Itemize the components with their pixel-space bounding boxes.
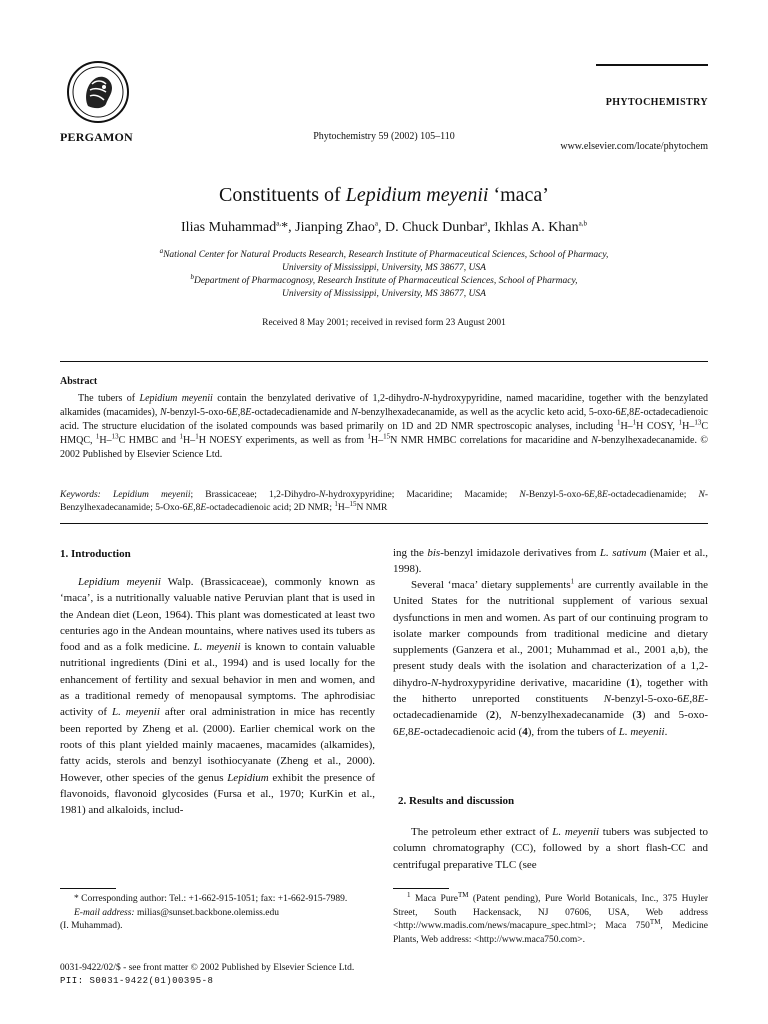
footnote-1: $^1$ Maca Pure™ (Patent pending), Pure World Botanicals, Inc., 375 Huyler Street, South Hackensack, NJ 07606, USA, Web address <http://www.madis.com/news/macapure_spec.html>; Maca 750™, Medicine Plants, Web address: <http://www.maca750.com>.	[393, 890, 708, 945]
received-dates: Received 8 May 2001; received in revised form 23 August 2001	[262, 318, 506, 328]
pii-line: PII: S0031-9422(01)00395-8	[60, 976, 214, 986]
journal-name: PHYTOCHEMISTRY	[605, 97, 708, 108]
article-title	[0, 184, 768, 207]
section-heading-introduction: 1. Introduction	[60, 548, 131, 560]
elsevier-tree-logo-icon	[66, 60, 130, 124]
abstract-bottom-rule	[60, 523, 708, 524]
abstract-heading: Abstract	[60, 376, 98, 387]
affiliation-a-line-2: University of Mississippi, University, MS 38677, USA	[282, 263, 486, 273]
left-footnote-rule	[60, 888, 116, 889]
intro-paragraph-2: Several ‘maca’ dietary supplements$^1$ are currently available in the United States for the nutritional supplement of various sexual dysfunctions in men and women. As part of our continuing program to isolate marker compounds from traditional medicine and dietary supplements (Ganzera et al., 2001; Muhammad et al., 2001 a,b), the present study deals with the isolation and characterization of a 1,2-dihydro-N-hydroxypyridine derivative, macaridine (1), together with the hitherto unreported constituents N-benzyl-5-oxo-6E,8E-octadecadienamide (2), N-benzylhexadecanamide (3) and 5-oxo-6E,8E-octadecadienoic acid (4), from the tubers of L. meyenii.	[393, 577, 709, 738]
keywords: Keywords: Lepidium meyenii; Brassicaceae; 1,2-Dihydro-N-hydroxypyridine; Macaridine; Macamide; N-Benzyl-5-oxo-6E,8E-octadecadienamide; N-Benzylhexadecanamide; 5-Oxo-6E,8E-octadecadienoic acid; 2D NMR; $^1$H–$^{15}$N NMR	[60, 490, 708, 513]
affiliation-b-line-1: $^b$Department of Pharmacognosy, Research Institute of Pharmaceutical Sciences, School of Pharmacy,	[190, 272, 578, 286]
title-species: Lepidium meyenii	[345, 184, 489, 206]
results-paragraph-1: The petroleum ether extract of L. meyenii tubers was subjected to column chromatography (CC), followed by a short flash-CC and centrifugal preparative TLC (see	[393, 826, 708, 871]
affiliations	[0, 246, 768, 301]
corresponding-author-contact: * Corresponding author: Tel.: +1-662-915-1051; fax: +1-662-915-7989.	[74, 894, 348, 904]
abstract-text: The tubers of Lepidium meyenii contain the benzylated derivative of 1,2-dihydro-N-hydroxypyridine, named macaridine, together with the benzylated alkamides (macamides), N-benzyl-5-oxo-6E,8E-octadecadienamide and N-benzylhexadecanamide, as well as the acyclic keto acid, 5-oxo-6E,8E-octadecadienoic acid. The structure elucidation of the isolated compounds was based primarily on 1D and 2D NMR spectroscopic analyses, including $^1$H–$^1$H COSY, $^1$H–$^{13}$C HMQC, $^1$H–$^{13}$C HMBC and $^1$H–$^1$H NOESY experiments, as well as from $^1$H–$^{15}$N NMR HMBC correlations for macaridine and N-benzylhexadecanamide. © 2002 Published by Elsevier Science Ltd.	[60, 393, 708, 460]
copyright-line: 0031-9422/02/$ - see front matter © 2002 Published by Elsevier Science Ltd.	[60, 963, 355, 973]
title-part-2: ‘maca’	[488, 184, 549, 206]
publisher-name: PERGAMON	[60, 130, 133, 144]
intro-paragraph-1-continued: ing the bis-benzyl imidazole derivatives from L. sativum (Maier et al., 1998).	[393, 547, 709, 576]
abstract-top-rule	[60, 361, 708, 362]
section-heading-results: 2. Results and discussion	[398, 795, 515, 807]
journal-url[interactable]: www.elsevier.com/locate/phytochem	[560, 141, 708, 152]
title-part-1: Constituents of	[219, 184, 346, 206]
right-footnote-rule	[393, 888, 449, 889]
corresponding-author-footnote	[60, 893, 375, 934]
affiliation-a-line-1: $^a$National Center for Natural Products Research, Research Institute of Pharmaceutical Sciences, School of Pharmacy,	[159, 246, 609, 260]
author-list: Ilias Muhammad$^{a,}$*, Jianping Zhao$^a$, D. Chuck Dunbar$^a$, Ikhlas A. Khan$^{a,b}$	[181, 219, 587, 235]
journal-citation: Phytochemistry 59 (2002) 105–110	[313, 131, 455, 142]
email-line[interactable]: E-mail address: milias@sunset.backbone.olemiss.edu	[74, 907, 279, 918]
affiliation-b-line-2: University of Mississippi, University, MS 38677, USA	[282, 289, 486, 299]
intro-paragraph-1: Lepidium meyenii Walp. (Brassicaceae), commonly known as ‘maca’, is a nutritionally valuable native Peruvian plant that is used in the Andean diet (Leon, 1964). This plant was domesticated at least two centuries ago in the Andean mountains, where natives used its tubers as food and as a folk medicine. L. meyenii is known to contain valuable nutritional ingredients (Dini et al., 1994) and is used locally for the enhancement of fertility and sexual behavior in men and women, and as a traditional remedy of menopausal symptoms. The aphrodisiac activity of L. meyenii after oral administration in mice has recently been reported by Zheng et al. (2000). Earlier chemical work on the roots of this plant yielded mainly macaenes, macamides (alkamides), fatty acids, sterols and benzyl isothiocyanate (Zheng et al., 2000). However, other species of the genus Lepidium exhibit the presence of flavonoids, flavonoid glycosides (Fursa et al., 1970; KurKin et al., 1981) and alkaloids, includ-	[60, 576, 376, 817]
email-owner: (I. Muhammad).	[60, 921, 123, 931]
journal-rule	[596, 64, 708, 66]
